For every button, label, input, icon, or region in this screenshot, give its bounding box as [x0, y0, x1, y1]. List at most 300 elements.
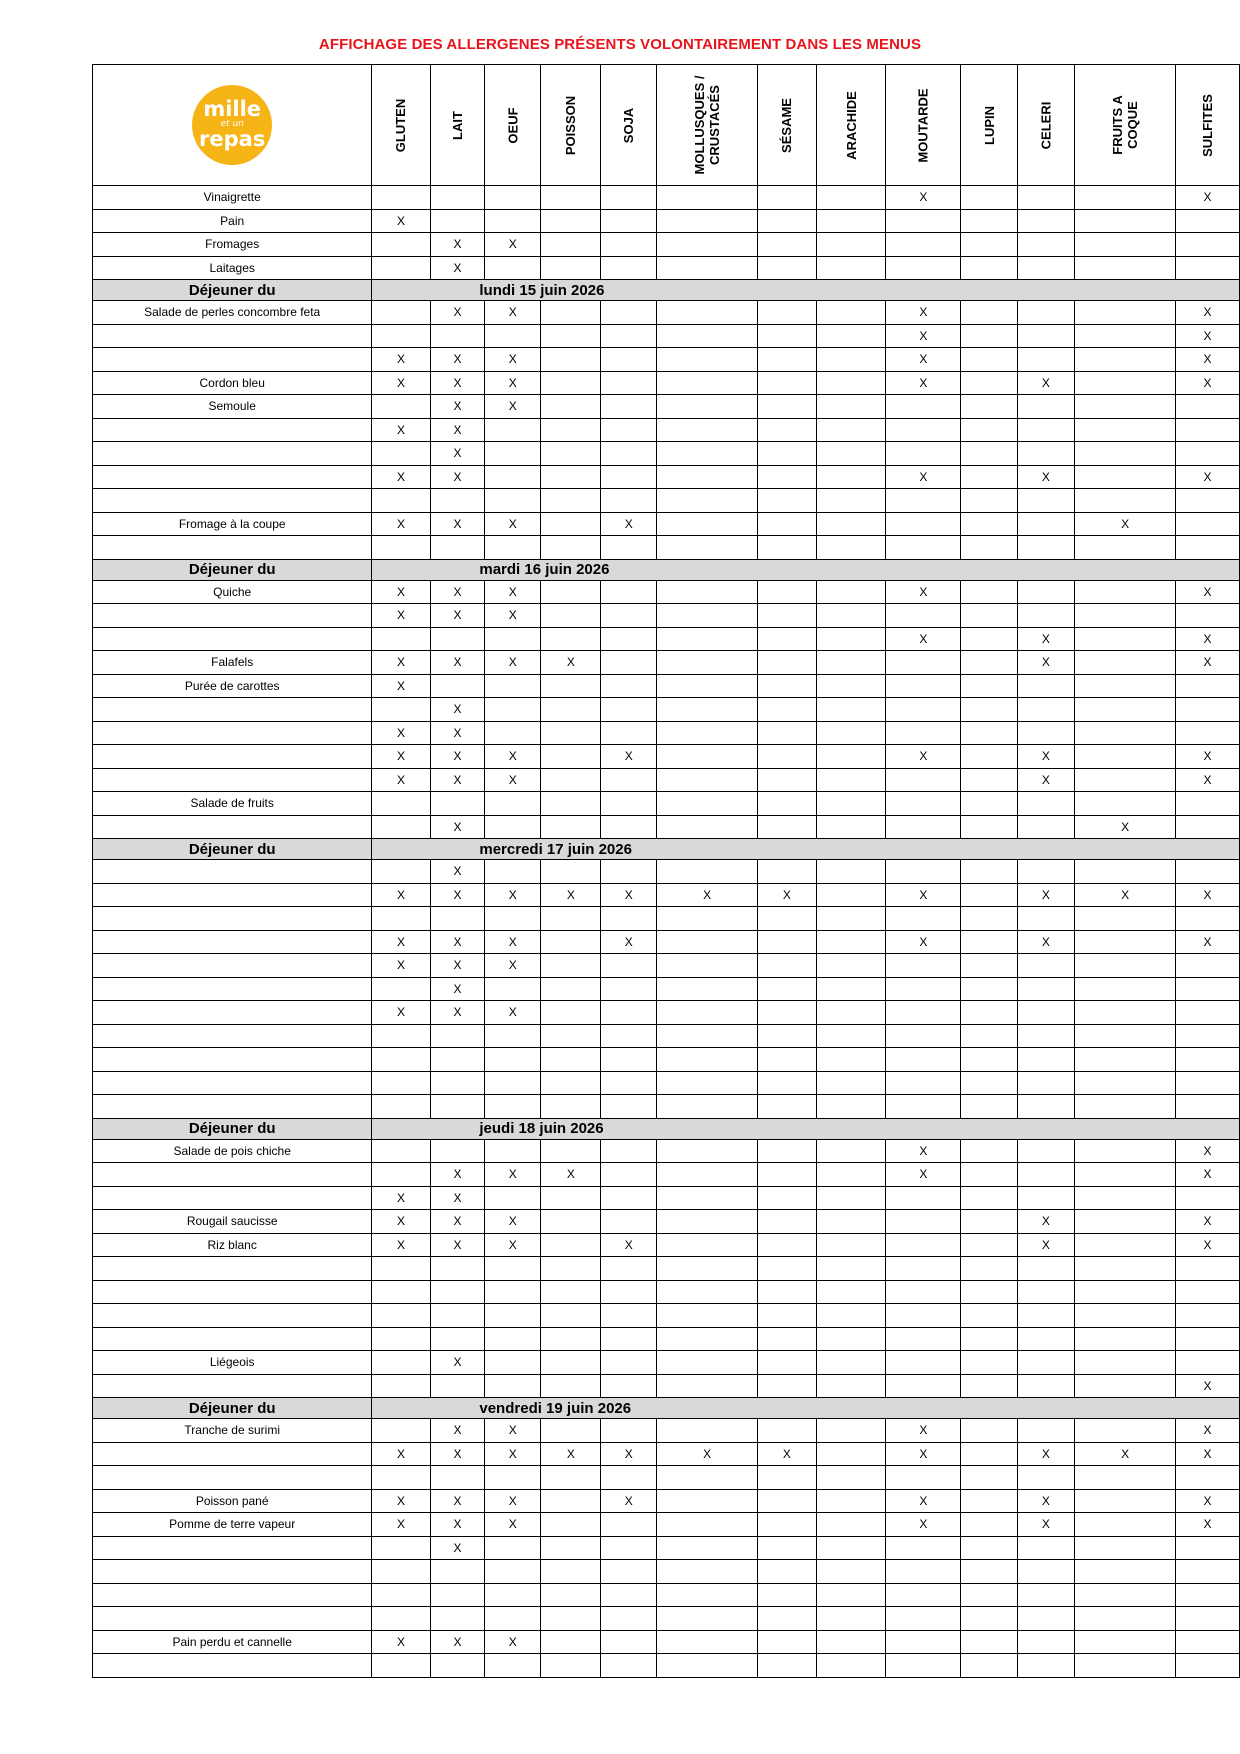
- table-row: [93, 1233, 1240, 1257]
- allergen-cell: [430, 674, 485, 698]
- allergen-cell: [1075, 1001, 1176, 1025]
- allergen-cell: [816, 815, 886, 839]
- allergen-cell: [1075, 233, 1176, 257]
- allergen-cell: [1017, 674, 1074, 698]
- allergen-cell: [485, 418, 541, 442]
- allergen-cell: [430, 1560, 485, 1584]
- dish-name: [93, 698, 372, 722]
- allergen-cell: [657, 1374, 758, 1398]
- allergen-cell: [1017, 1654, 1074, 1678]
- table-row: [93, 907, 1240, 931]
- allergen-cell: X: [1176, 371, 1240, 395]
- allergen-cell: [886, 1095, 961, 1119]
- allergen-cell: [601, 1607, 657, 1631]
- allergen-cell: [758, 1583, 817, 1607]
- allergen-cell: [961, 348, 1017, 372]
- table-row: [93, 1095, 1240, 1119]
- allergen-cell: X: [430, 1351, 485, 1375]
- allergen-cell: [816, 1419, 886, 1443]
- allergen-header: [372, 65, 430, 186]
- allergen-cell: [485, 1536, 541, 1560]
- dish-name: Riz blanc: [93, 1233, 372, 1257]
- allergen-cell: X: [372, 768, 430, 792]
- allergen-cell: X: [1176, 1489, 1240, 1513]
- allergen-cell: [1176, 1001, 1240, 1025]
- allergen-cell: X: [372, 1630, 430, 1654]
- allergen-cell: [886, 604, 961, 628]
- allergen-cell: X: [485, 1001, 541, 1025]
- allergen-label: MOLLUSQUES / CRUSTACÉS: [692, 75, 723, 175]
- allergen-cell: X: [886, 348, 961, 372]
- allergen-cell: [430, 1071, 485, 1095]
- allergen-cell: X: [1176, 324, 1240, 348]
- allergen-cell: X: [430, 371, 485, 395]
- allergen-cell: [758, 1327, 817, 1351]
- allergen-cell: [1075, 324, 1176, 348]
- allergen-cell: X: [430, 768, 485, 792]
- allergen-cell: [657, 698, 758, 722]
- dish-name: Tranche de surimi: [93, 1419, 372, 1443]
- allergen-cell: [657, 418, 758, 442]
- allergen-cell: [886, 1536, 961, 1560]
- allergen-cell: [485, 977, 541, 1001]
- dish-name: [93, 1442, 372, 1466]
- day-header-row: [93, 280, 1240, 301]
- table-row: [93, 489, 1240, 513]
- table-row: [93, 1001, 1240, 1025]
- allergen-cell: [541, 907, 601, 931]
- allergen-cell: [816, 301, 886, 325]
- allergen-cell: [886, 860, 961, 884]
- allergen-cell: [1075, 489, 1176, 513]
- allergen-cell: [1075, 1351, 1176, 1375]
- allergen-cell: [372, 1583, 430, 1607]
- allergen-cell: [657, 674, 758, 698]
- allergen-cell: [961, 186, 1017, 210]
- allergen-cell: [601, 768, 657, 792]
- allergen-cell: X: [758, 1442, 817, 1466]
- allergen-cell: [1176, 418, 1240, 442]
- allergen-cell: [541, 536, 601, 560]
- allergen-label: ARACHIDE: [843, 90, 859, 160]
- allergen-cell: X: [485, 580, 541, 604]
- allergen-cell: [1176, 1607, 1240, 1631]
- allergen-cell: [601, 1071, 657, 1095]
- allergen-cell: [657, 1513, 758, 1537]
- allergen-label: CELERI: [1038, 101, 1054, 149]
- allergen-cell: [961, 1419, 1017, 1443]
- allergen-cell: [758, 1374, 817, 1398]
- allergen-cell: [961, 233, 1017, 257]
- allergen-cell: [657, 1210, 758, 1234]
- allergen-cell: X: [1017, 1513, 1074, 1537]
- allergen-cell: [541, 1186, 601, 1210]
- table-row: [93, 1654, 1240, 1678]
- allergen-cell: [886, 1630, 961, 1654]
- allergen-cell: [1176, 698, 1240, 722]
- allergen-cell: X: [657, 1442, 758, 1466]
- allergen-cell: [816, 1654, 886, 1678]
- allergen-cell: X: [1176, 651, 1240, 675]
- allergen-cell: X: [430, 465, 485, 489]
- allergen-cell: [758, 1024, 817, 1048]
- allergen-cell: [1176, 860, 1240, 884]
- day-header-row: [93, 1118, 1240, 1139]
- allergen-cell: [601, 1095, 657, 1119]
- allergen-cell: [886, 1374, 961, 1398]
- table-row: [93, 1513, 1240, 1537]
- allergen-cell: [657, 395, 758, 419]
- allergen-cell: [601, 954, 657, 978]
- allergen-cell: [961, 1583, 1017, 1607]
- allergen-cell: [961, 1654, 1017, 1678]
- allergen-header: [886, 65, 961, 186]
- allergen-cell: X: [886, 1489, 961, 1513]
- allergen-cell: [758, 186, 817, 210]
- dish-name: [93, 930, 372, 954]
- allergen-label: GLUTEN: [393, 98, 409, 152]
- allergen-cell: X: [430, 1536, 485, 1560]
- allergen-cell: [372, 977, 430, 1001]
- allergen-cell: [816, 883, 886, 907]
- allergen-cell: X: [886, 301, 961, 325]
- allergen-cell: [961, 651, 1017, 675]
- allergen-cell: X: [1176, 883, 1240, 907]
- allergen-cell: [1176, 395, 1240, 419]
- allergen-cell: X: [485, 1630, 541, 1654]
- allergen-cell: [372, 1071, 430, 1095]
- allergen-cell: [758, 1560, 817, 1584]
- allergen-cell: [1017, 1071, 1074, 1095]
- allergen-cell: [541, 186, 601, 210]
- allergen-cell: X: [430, 721, 485, 745]
- table-row: [93, 792, 1240, 816]
- allergen-cell: [1017, 954, 1074, 978]
- allergen-cell: [372, 1095, 430, 1119]
- allergen-cell: [886, 536, 961, 560]
- allergen-cell: [541, 1071, 601, 1095]
- allergen-cell: [541, 489, 601, 513]
- allergen-cell: X: [886, 324, 961, 348]
- dish-name: [93, 1280, 372, 1304]
- allergen-cell: [541, 1607, 601, 1631]
- allergen-cell: [961, 815, 1017, 839]
- allergen-cell: X: [372, 651, 430, 675]
- allergen-cell: [886, 1280, 961, 1304]
- allergen-cell: [541, 324, 601, 348]
- allergen-cell: [816, 536, 886, 560]
- day-label: Déjeuner du: [93, 1118, 372, 1139]
- allergen-cell: [758, 1654, 817, 1678]
- allergen-cell: X: [1017, 1442, 1074, 1466]
- allergen-cell: [758, 1001, 817, 1025]
- table-row: [93, 883, 1240, 907]
- allergen-cell: [961, 512, 1017, 536]
- table-row: [93, 745, 1240, 769]
- allergen-cell: [1075, 1583, 1176, 1607]
- allergen-cell: [1075, 698, 1176, 722]
- allergen-cell: [657, 442, 758, 466]
- allergen-cell: X: [485, 395, 541, 419]
- allergen-cell: [758, 442, 817, 466]
- allergen-header: [758, 65, 817, 186]
- allergen-cell: [1075, 418, 1176, 442]
- allergen-cell: [657, 860, 758, 884]
- allergen-cell: X: [1017, 651, 1074, 675]
- allergen-cell: X: [485, 1489, 541, 1513]
- allergen-cell: [1075, 186, 1176, 210]
- allergen-cell: [1075, 1233, 1176, 1257]
- allergen-cell: [485, 1607, 541, 1631]
- allergen-cell: [657, 348, 758, 372]
- day-header-row: [93, 839, 1240, 860]
- allergen-cell: X: [1017, 465, 1074, 489]
- allergen-cell: [541, 1210, 601, 1234]
- allergen-cell: [886, 489, 961, 513]
- allergen-cell: [961, 1327, 1017, 1351]
- allergen-cell: [1176, 1630, 1240, 1654]
- allergen-cell: [758, 651, 817, 675]
- allergen-cell: [485, 721, 541, 745]
- allergen-cell: [758, 418, 817, 442]
- table-row: [93, 860, 1240, 884]
- allergen-cell: X: [1176, 768, 1240, 792]
- allergen-cell: [485, 1560, 541, 1584]
- allergen-cell: [430, 1257, 485, 1281]
- allergen-cell: [758, 371, 817, 395]
- allergen-cell: [758, 1210, 817, 1234]
- allergen-cell: [485, 1071, 541, 1095]
- dish-name: Purée de carottes: [93, 674, 372, 698]
- allergen-cell: [758, 1351, 817, 1375]
- allergen-cell: [816, 580, 886, 604]
- allergen-cell: [430, 1654, 485, 1678]
- table-row: [93, 580, 1240, 604]
- allergen-cell: [1176, 1560, 1240, 1584]
- allergen-cell: [1075, 580, 1176, 604]
- allergen-cell: X: [485, 1233, 541, 1257]
- dish-name: [93, 1071, 372, 1095]
- allergen-cell: X: [430, 1163, 485, 1187]
- allergen-cell: [961, 977, 1017, 1001]
- allergen-cell: [816, 745, 886, 769]
- allergen-cell: [1017, 1304, 1074, 1328]
- allergen-cell: X: [886, 930, 961, 954]
- allergen-cell: [1017, 1257, 1074, 1281]
- allergen-cell: [758, 1630, 817, 1654]
- allergen-cell: X: [485, 651, 541, 675]
- allergen-cell: [961, 930, 1017, 954]
- allergen-cell: X: [541, 1163, 601, 1187]
- allergen-cell: [541, 698, 601, 722]
- table-row: [93, 1536, 1240, 1560]
- allergen-cell: [816, 907, 886, 931]
- allergen-cell: X: [1176, 930, 1240, 954]
- table-row: [93, 512, 1240, 536]
- allergen-cell: [601, 465, 657, 489]
- allergen-cell: [485, 1095, 541, 1119]
- allergen-cell: [541, 1139, 601, 1163]
- day-label: Déjeuner du: [93, 839, 372, 860]
- allergen-cell: [601, 1048, 657, 1072]
- allergen-cell: [430, 907, 485, 931]
- allergen-cell: [1075, 907, 1176, 931]
- allergen-cell: X: [601, 1233, 657, 1257]
- allergen-label: LUPIN: [981, 105, 997, 145]
- allergen-cell: [758, 698, 817, 722]
- allergen-cell: [816, 1210, 886, 1234]
- table-row: [93, 1374, 1240, 1398]
- allergen-cell: [1176, 489, 1240, 513]
- allergen-cell: X: [1017, 1489, 1074, 1513]
- allergen-cell: [1075, 1163, 1176, 1187]
- allergen-cell: [657, 371, 758, 395]
- allergen-cell: [485, 1466, 541, 1490]
- allergen-cell: [372, 1304, 430, 1328]
- table-row: [93, 1024, 1240, 1048]
- allergen-cell: [1075, 930, 1176, 954]
- allergen-cell: [961, 792, 1017, 816]
- allergen-cell: [816, 930, 886, 954]
- allergen-cell: [485, 489, 541, 513]
- allergen-cell: [541, 1257, 601, 1281]
- allergen-cell: [541, 1466, 601, 1490]
- allergen-cell: [886, 1048, 961, 1072]
- allergen-cell: [601, 1304, 657, 1328]
- allergen-cell: [430, 1139, 485, 1163]
- allergen-cell: [372, 1560, 430, 1584]
- dish-name: Quiche: [93, 580, 372, 604]
- allergen-cell: [1176, 512, 1240, 536]
- allergen-cell: [961, 209, 1017, 233]
- day-date: vendredi 19 juin 2026: [372, 1398, 1240, 1419]
- dish-name: [93, 1583, 372, 1607]
- allergen-cell: X: [758, 883, 817, 907]
- allergen-cell: [1075, 256, 1176, 280]
- allergen-cell: [372, 1466, 430, 1490]
- allergen-cell: [1017, 186, 1074, 210]
- allergen-cell: [1017, 1186, 1074, 1210]
- allergen-cell: [1176, 1351, 1240, 1375]
- allergen-cell: [758, 1048, 817, 1072]
- allergen-cell: [816, 1327, 886, 1351]
- allergen-cell: [1017, 1001, 1074, 1025]
- allergen-cell: X: [541, 1442, 601, 1466]
- allergen-cell: [1017, 1048, 1074, 1072]
- allergen-cell: [657, 1583, 758, 1607]
- allergen-cell: [961, 536, 1017, 560]
- allergen-cell: [1176, 792, 1240, 816]
- allergen-cell: [1075, 768, 1176, 792]
- table-row: [93, 301, 1240, 325]
- dish-name: [93, 815, 372, 839]
- allergen-cell: [657, 186, 758, 210]
- allergen-cell: [372, 1048, 430, 1072]
- allergen-cell: X: [372, 1210, 430, 1234]
- allergen-cell: [1017, 977, 1074, 1001]
- allergen-cell: [758, 324, 817, 348]
- allergen-cell: [430, 1048, 485, 1072]
- allergen-cell: X: [485, 883, 541, 907]
- allergen-cell: [601, 256, 657, 280]
- allergen-cell: X: [601, 1489, 657, 1513]
- allergen-cell: [1075, 1048, 1176, 1072]
- allergen-cell: [1176, 1095, 1240, 1119]
- allergen-cell: [1075, 1607, 1176, 1631]
- allergen-cell: [758, 860, 817, 884]
- allergen-cell: [1075, 1419, 1176, 1443]
- allergen-cell: [886, 1583, 961, 1607]
- dish-name: Fromages: [93, 233, 372, 257]
- allergen-cell: [1017, 395, 1074, 419]
- allergen-cell: [961, 1024, 1017, 1048]
- allergen-cell: [1176, 1466, 1240, 1490]
- allergen-cell: [1017, 418, 1074, 442]
- allergen-cell: [657, 489, 758, 513]
- allergen-cell: [758, 721, 817, 745]
- allergen-cell: [541, 395, 601, 419]
- allergen-cell: [485, 1351, 541, 1375]
- allergen-cell: [758, 580, 817, 604]
- allergen-cell: [657, 1233, 758, 1257]
- allergen-cell: [372, 860, 430, 884]
- allergen-cell: [657, 324, 758, 348]
- dish-name: Falafels: [93, 651, 372, 675]
- allergen-cell: [601, 233, 657, 257]
- allergen-cell: X: [485, 1442, 541, 1466]
- allergen-cell: [657, 1048, 758, 1072]
- allergen-header: [1075, 65, 1176, 186]
- allergen-cell: [961, 604, 1017, 628]
- allergen-cell: [758, 627, 817, 651]
- allergen-cell: [1075, 1630, 1176, 1654]
- table-row: [93, 954, 1240, 978]
- allergen-cell: X: [1176, 301, 1240, 325]
- allergen-cell: [1176, 1583, 1240, 1607]
- allergen-cell: X: [485, 348, 541, 372]
- allergen-cell: [816, 1139, 886, 1163]
- allergen-cell: [541, 1374, 601, 1398]
- allergen-cell: [657, 1630, 758, 1654]
- allergen-cell: [601, 604, 657, 628]
- allergen-cell: [886, 1210, 961, 1234]
- allergen-cell: [541, 442, 601, 466]
- allergen-cell: [657, 1351, 758, 1375]
- allergen-cell: [1075, 1304, 1176, 1328]
- allergen-cell: [816, 233, 886, 257]
- table-row: [93, 324, 1240, 348]
- allergen-cell: [1017, 1419, 1074, 1443]
- allergen-cell: [1176, 1654, 1240, 1678]
- allergen-cell: [430, 1280, 485, 1304]
- allergen-cell: X: [1176, 580, 1240, 604]
- allergen-cell: X: [372, 883, 430, 907]
- allergen-cell: X: [485, 745, 541, 769]
- day-header-row: [93, 559, 1240, 580]
- allergen-cell: [657, 1466, 758, 1490]
- allergen-cell: [1075, 1489, 1176, 1513]
- dish-name: [93, 604, 372, 628]
- allergen-cell: [961, 1466, 1017, 1490]
- allergen-cell: [601, 698, 657, 722]
- allergen-cell: [657, 604, 758, 628]
- table-row: [93, 1419, 1240, 1443]
- allergen-cell: X: [372, 465, 430, 489]
- allergen-cell: X: [372, 1186, 430, 1210]
- allergen-cell: [657, 627, 758, 651]
- allergen-cell: [1176, 1536, 1240, 1560]
- allergen-cell: [657, 301, 758, 325]
